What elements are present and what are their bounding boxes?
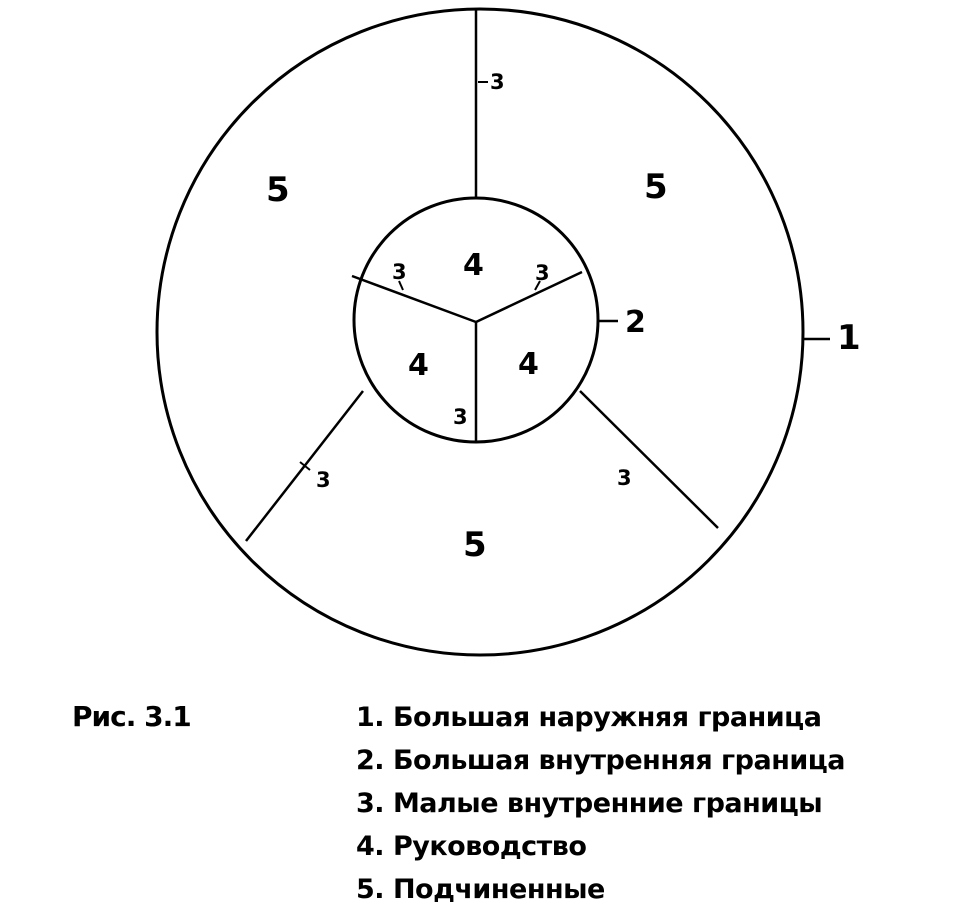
figure-caption: Рис. 3.1	[72, 700, 191, 733]
label-inner-boundary: 2	[625, 305, 646, 340]
legend-item-outer-boundary: 1. Большая наружняя граница	[356, 702, 822, 733]
legend-item-inner-boundary: 2. Большая внутренняя граница	[356, 745, 846, 776]
label-leadership-right: 4	[518, 347, 539, 382]
label-subordinates-right: 5	[644, 167, 668, 207]
legend-item-leadership: 4. Руководство	[356, 831, 587, 862]
label-small-boundary-inner-left: 3	[392, 260, 407, 284]
label-leadership-top: 4	[463, 248, 484, 283]
legend-item-small-boundaries: 3. Малые внутренние границы	[356, 788, 823, 819]
label-leadership-left: 4	[408, 348, 429, 383]
outer-divider-right	[580, 391, 718, 528]
legend	[356, 696, 845, 911]
inner-divider-left	[352, 276, 476, 322]
label-small-boundary-inner-right: 3	[535, 261, 550, 285]
label-small-boundary-right: 3	[617, 466, 632, 490]
label-outer-boundary: 1	[837, 318, 861, 358]
label-subordinates-left: 5	[266, 170, 290, 210]
legend-item-subordinates: 5. Подчиненные	[356, 874, 605, 905]
label-small-boundary-top: 3	[490, 70, 505, 94]
inner-divider-right	[476, 272, 582, 322]
label-small-boundary-left: 3	[316, 468, 331, 492]
label-small-boundary-inner-bottom: 3	[453, 405, 468, 429]
label-subordinates-bottom: 5	[463, 525, 487, 565]
